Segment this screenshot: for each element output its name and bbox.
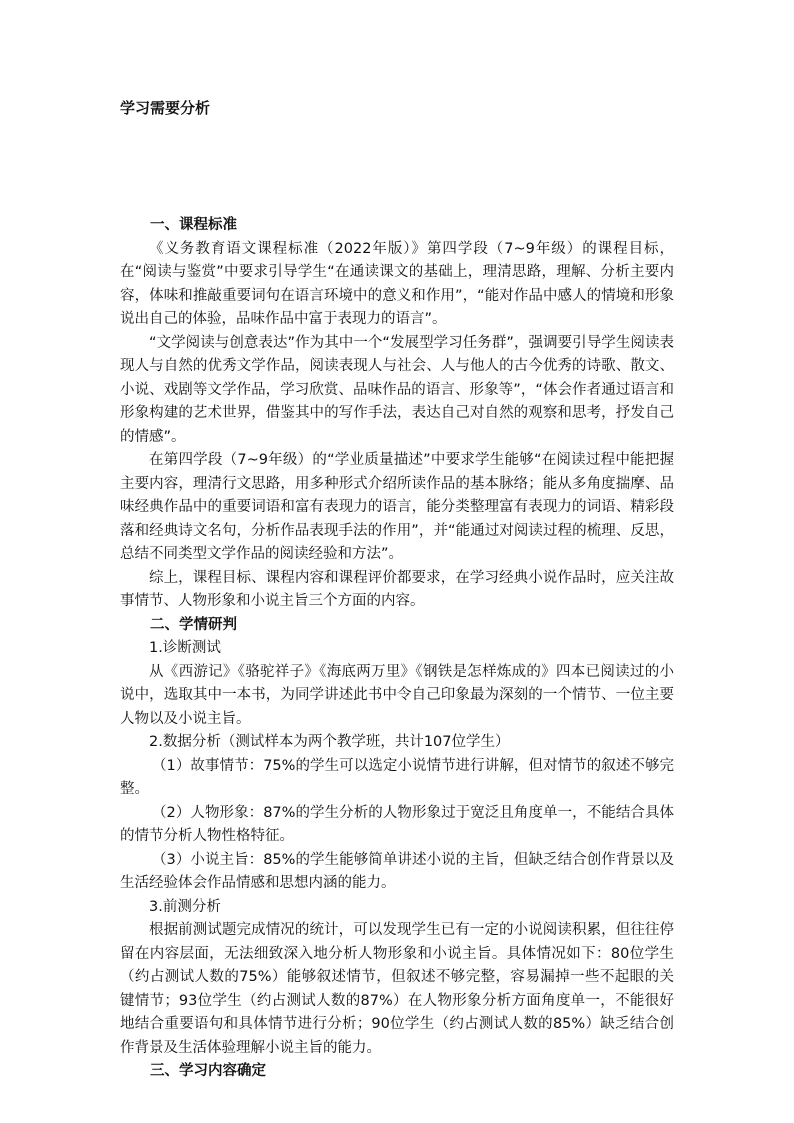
subheading-data-analysis: 2.数据分析（测试样本为两个教学班，共计107位学生） [149,734,510,750]
section-heading-learner-analysis: 二、学情研判 [150,616,237,633]
subheading-pretest-analysis: 3.前测分析 [149,898,221,915]
paragraph: 综上，课程目标、课程内容和课程评价都要求，在学习经典小说作品时，应关注故事情节、人物形象和小说主旨三个方面的内容。 [120,569,674,609]
paragraph: 从《西游记》《骆驼祥子》《海底两万里》《钢铁是怎样炼成的》四本已阅读过的小说中，选取其中一本书，为同学讲述此书中令自己印象最为深刻的一个情节、一位主要人物以及小说主旨。 [120,663,674,727]
paragraph: 《义务教育语文课程标准（2022年版）》第四学段（7~9年级）的课程目标，在“阅读与鉴赏”中要求引导学生“在通读课文的基础上，理清思路，理解、分析主要内容，体味和推敲重要词句在语言环境中的意义和作用”，“能对作品中感人的情境和形象说出自己的体验，品味作品中富于表现力的语言”。 [120,240,674,327]
document-body [120,214,674,1084]
paragraph: 在第四学段（7~9年级）的“学业质量描述”中要求学生能够“在阅读过程中能把握主要内容，理清行文思路，用多种形式介绍所读作品的基本脉络；能从多角度揣摩、品味经典作品中的重要词语和富有表现力的语言，能分类整理富有表现力的词语、精彩段落和经典诗文名句，分析作品表现手法的作用”，并“能通过对阅读过程的梳理、反思，总结不同类型文学作品的阅读经验和方法”。 [120,452,674,562]
paragraph: “文学阅读与创意表达”作为其中一个“发展型学习任务群”，强调要引导学生阅读表现人与自然的优秀文学作品，阅读表现人与社会、人与他人的古今优秀的诗歌、散文、小说、戏剧等文学作品，学习欣赏、品味作品的语言、形象等”，“体会作者通过语言和形象构建的艺术世界，借鉴其中的写作手法，表达自己对自然的观察和思考，抒发自己的情感”。 [120,334,674,445]
analysis-item-theme: （3）小说主旨：85%的学生能够简单讲述小说的主旨，但缺乏结合创作背景以及生活经验体会作品情感和思想内涵的能力。 [120,851,674,891]
paragraph: 根据前测试题完成情况的统计，可以发现学生已有一定的小说阅读积累，但往往停留在内容层面，无法细致深入地分析人物形象和小说主旨。具体情况如下：80位学生（约占测试人数的75%）能够叙述情节，但叙述不够完整，容易漏掉一些不起眼的关键情节；93位学生（约占测试人数的87%）在人物形象分析方面角度单一，不能很好地结合重要语句和具体情节进行分析；90位学生（约占测试人数的85%）缺乏结合创作背景及生活体验理解小说主旨的能力。 [120,922,674,1056]
section-heading-content: 三、学习内容确定 [150,1063,266,1079]
section-heading-curriculum: 一、课程标准 [150,217,237,233]
subheading-diagnostic-test: 1.诊断测试 [149,640,221,656]
page-title: 学习需要分析 [120,99,211,117]
analysis-item-character: （2）人物形象：87%的学生分析的人物形象过于宽泛且角度单一，不能结合具体的情节分析人物性格特征。 [120,804,674,844]
analysis-item-plot: （1）故事情节：75%的学生可以选定小说情节进行讲解，但对情节的叙述不够完整。 [120,757,674,797]
